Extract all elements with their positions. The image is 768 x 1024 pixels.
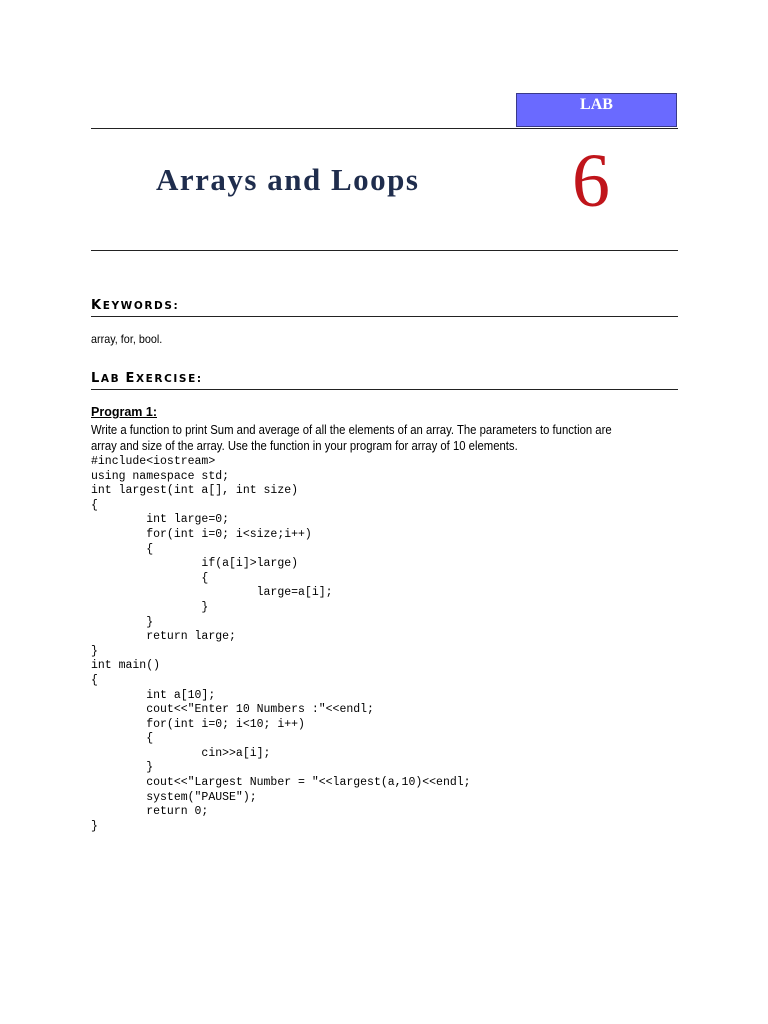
lab-exercise-heading-rest: XERCISE: [135,373,203,385]
code-line: { [91,498,98,512]
code-line: } [91,819,98,833]
description-line: Write a function to print Sum and average of all the elements of an array. The parameters to function are [91,423,612,437]
code-line: return large; [91,630,236,644]
code-line: } [91,600,209,614]
code-line: } [91,615,154,629]
code-line: if(a[i]>large) [91,557,299,571]
description-line: array and size of the array. Use the function in your program for array of 10 elements. [91,438,518,453]
keywords-divider [91,316,678,317]
code-line: } [91,761,154,775]
code-line: return 0; [91,805,209,819]
exercise-divider [91,389,678,390]
keywords-text: array, for, bool. [91,332,163,346]
code-line: } [91,644,98,658]
code-line: int largest(int a[], int size) [91,484,299,498]
lab-exercise-heading-initial-2: E [125,371,136,386]
code-line: for(int i=0; i<10; i++) [91,717,305,731]
code-line: cout<<"Enter 10 Numbers :"<<endl; [91,703,374,717]
keywords-heading [91,298,179,313]
code-line: { [91,542,154,556]
lab-badge: LAB [516,93,677,127]
lab-exercise-heading-mid: AB [100,373,126,385]
program-label: Program 1: [91,405,157,419]
code-line: cin>>a[i]; [91,746,271,760]
code-block [91,455,471,834]
lab-exercise-heading [91,371,203,386]
keywords-heading-initial: K [91,298,103,313]
header-divider [91,128,678,129]
lab-number: 6 [572,139,610,223]
title-divider [91,250,678,251]
code-line: { [91,732,154,746]
code-line: { [91,673,98,687]
program-description [91,423,670,454]
code-line: int a[10]; [91,688,216,702]
code-line: large=a[i]; [91,586,333,600]
code-line: int main() [91,659,161,673]
code-line: { [91,571,209,585]
lab-exercise-heading-initial-1: L [91,371,101,386]
code-line: #include<iostream> [91,455,216,468]
code-line: system("PAUSE"); [91,790,257,804]
code-line: for(int i=0; i<size;i++) [91,527,312,541]
code-line: cout<<"Largest Number = "<<largest(a,10)<<endl; [91,776,471,790]
code-line: int large=0; [91,513,230,527]
code-line: using namespace std; [91,469,230,483]
page-title: Arrays and Loops [156,162,420,197]
keywords-heading-rest: EYWORDS: [102,300,180,312]
